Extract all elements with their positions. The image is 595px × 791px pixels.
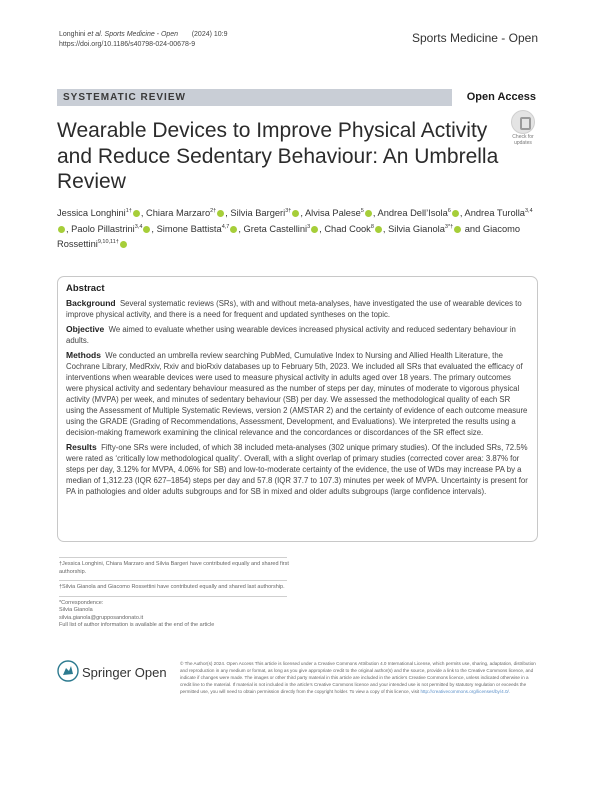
author[interactable]: Andrea Dell’Isola$^6$ bbox=[378, 208, 460, 218]
abstract-background: Background Several systematic reviews (SRs), with and without meta-analyses, have investigated the use of wearable devices to improve physical activity, and there is a need for frequent and updated syntheses on the topic. bbox=[66, 298, 522, 319]
orcid-icon bbox=[365, 210, 372, 217]
check-for-updates[interactable] bbox=[508, 110, 538, 146]
author[interactable]: Silvia Bargeri$^{3\dagger}$ bbox=[230, 208, 300, 218]
header-doi[interactable]: https://doi.org/10.1186/s40798-024-00678-9 bbox=[59, 41, 196, 48]
header-author: Longhini bbox=[59, 31, 86, 38]
citation-line bbox=[59, 30, 228, 40]
publisher-name: Springer Open bbox=[82, 665, 167, 680]
footnote-divider bbox=[59, 557, 287, 558]
article-title: Wearable Devices to Improve Physical Activity and Reduce Sedentary Behaviour: An Umbrella Review bbox=[57, 119, 499, 193]
abstract-objective: Objective We aimed to evaluate whether using wearable devices increased physical activity and reduced sedentary behaviour in adults. bbox=[66, 324, 516, 345]
springer-open-logo[interactable] bbox=[57, 660, 167, 690]
author[interactable]: Giacomo Rossettini$^{9,10,11\dagger}$ bbox=[57, 223, 521, 250]
author[interactable]: Greta Castellini$^3$ bbox=[244, 224, 320, 234]
footnote-last-authorship: †Silvia Gianola and Giacomo Rossettini have contributed equally and shared last authorship. bbox=[59, 584, 285, 590]
footnote-first-authorship: †Jessica Longhini, Chiara Marzaro and Silvia Bargeri have contributed equally and shared first authorship. bbox=[59, 561, 289, 575]
running-header bbox=[59, 30, 228, 50]
author[interactable]: Alvisa Palese$^5$ bbox=[305, 208, 373, 218]
author[interactable]: Silvia Gianola$^{3*\dagger}$ bbox=[388, 224, 462, 234]
open-access-badge bbox=[452, 89, 538, 106]
footnotes bbox=[59, 557, 299, 630]
author-list: Jessica Longhini$^{1\dagger}$ , Chiara Marzaro$^{2\dagger}$ , Silvia Bargeri$^{3\dagger}$ , Alvisa Palese$^5$ , Andrea Dell’Isola$^6$ , Andrea Turolla$^{3,4}$, Paolo Pillastrini$^{3,4}$ , Simone Battista$^{4,7}$ , Greta Castellini$^3$ , Chad Cook$^8$ , Silvia Gianola$^{3*\dagger}$ and Giacomo Rossettini$^{9,10,11\dagger}$ bbox=[57, 208, 533, 250]
orcid-icon bbox=[143, 226, 150, 233]
orcid-icon bbox=[120, 241, 127, 248]
author[interactable]: Chad Cook$^8$ bbox=[324, 224, 383, 234]
correspondence-name: Silvia Gianola bbox=[59, 607, 93, 613]
orcid-icon bbox=[230, 226, 237, 233]
abstract-results: Results Fifty-one SRs were included, of which 38 included meta-analyses (302 unique primary studies). Of the included SRs, 72.5% were rated as ‘critically low methodological quality’. Overall, with a slight overlap of primary studies (corrected cover area: 3.87% for steps per day, 3.12% for MVPA, 4.06% for SB) and low-to-moderate certainty of the evidence, the use of WDs may increase PA by a median of 1,312.23 (IQR 627–1854) steps per day and 57.8 (IQR 37.7 to 107.3) minutes per week of MVPA. Uncertainty is present for PA in pathologies and older adults subgroups and for SB in mixed and older adults subgroups (large confidence intervals). bbox=[66, 442, 528, 496]
author[interactable]: Jessica Longhini$^{1\dagger}$ bbox=[57, 208, 141, 218]
orcid-icon bbox=[292, 210, 299, 217]
open-access-label: Open Access bbox=[466, 91, 536, 103]
header-etal: et al. Sports Medicine - Open bbox=[87, 31, 179, 38]
footnote-divider bbox=[59, 580, 287, 581]
abstract-box bbox=[57, 276, 538, 542]
abstract-methods: Methods We conducted an umbrella review searching PubMed, Cumulative Index to Nursing and Allied Health Literature, the Cochrane Library, MedRxiv, Rxiv and bioRxiv databases up to February 5th, 2023. We included all SRs that evaluated the efficacy of interventions when wearable devices were used to measure physical activity in adults aged over 18 years. The primary outcomes were physical activity and sedentary behaviour measured as the number of steps per day, minutes of moderate to vigorous physical activity (MVPA) per week, and minutes of sedentary behaviour (SB) per day. We assessed the methodological quality of each SR using the Assessment of Multiple Systematic Reviews, version 2 (AMSTAR 2) and the certainty of evidence of each outcome measure using the GRADE (Grading of Recommendations, Assessment, Development, and Evaluations). We interpreted the results using a decision-making framework examining the clinical relevance and the concordances or discordances of the SR effect size. bbox=[66, 350, 528, 437]
section-label: SYSTEMATIC REVIEW bbox=[63, 92, 186, 103]
orcid-icon bbox=[58, 226, 65, 233]
abstract-heading: Abstract bbox=[66, 283, 105, 294]
orcid-icon bbox=[217, 210, 224, 217]
header-year: (2024) 10:9 bbox=[191, 31, 228, 38]
correspondence-label: *Correspondence: bbox=[59, 599, 104, 606]
license-link[interactable]: http://creativecommons.org/licenses/by/4.0/. bbox=[420, 689, 511, 695]
check-updates-label-1: Check for bbox=[512, 134, 534, 140]
license-body: © The Author(s) 2024. Open Access This article is licensed under a Creative Commons Attribution 4.0 International License, which permits use, sharing, adaptation, distribution and reproduction in any medium or format, as long as you give appropriate credit to the original author(s) and the source, provide a link to the Creative Commons licence, and indicate if changes were made. The images or other third party material in this article are included in the article’s Creative Commons licence, unless indicated otherwise in a credit line to the material. If material is not included in the article’s Creative Commons licence and your intended use is not permitted by statutory regulation or exceeds the permitted use, you will need to obtain permission directly from the copyright holder. To view a copy of this licence, visit bbox=[180, 661, 536, 695]
orcid-icon bbox=[454, 226, 461, 233]
orcid-icon bbox=[375, 226, 382, 233]
orcid-icon bbox=[311, 226, 318, 233]
author[interactable]: Simone Battista$^{4,7}$ bbox=[157, 224, 239, 234]
orcid-icon bbox=[452, 210, 459, 217]
footnote-divider bbox=[59, 596, 287, 597]
check-updates-label-2: updates bbox=[514, 140, 532, 146]
check-updates-icon bbox=[511, 110, 535, 134]
springer-horse-icon bbox=[57, 660, 79, 682]
section-bar bbox=[57, 89, 538, 106]
journal-name: Sports Medicine - Open bbox=[411, 31, 538, 45]
correspondence-email[interactable]: silvia.gianola@grupposandonato.it bbox=[59, 614, 144, 621]
author[interactable]: Chiara Marzaro$^{2\dagger}$ bbox=[146, 208, 225, 218]
author-info-note: Full list of author information is available at the end of the article bbox=[59, 622, 215, 628]
author[interactable]: Paolo Pillastrini$^{3,4}$ bbox=[71, 224, 151, 234]
orcid-icon bbox=[133, 210, 140, 217]
author[interactable]: Andrea Turolla$^{3,4}$ bbox=[57, 208, 533, 234]
license-text bbox=[180, 660, 538, 695]
